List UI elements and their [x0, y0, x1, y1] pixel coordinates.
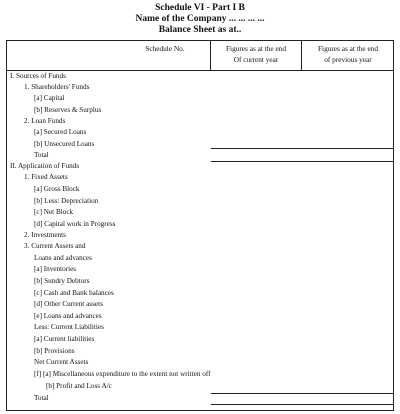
schedule-title: Schedule VI - Part I B: [155, 3, 245, 13]
column-header-previous: Figures as at the end: [318, 44, 378, 53]
column-header-current: Figures as at the end: [226, 44, 286, 53]
column-header-previous-sub: of previous year: [324, 55, 372, 64]
balance-sheet-title: Balance Sheet as at..: [158, 25, 242, 35]
row-sources-of-funds: I. Sources of Funds: [10, 72, 66, 80]
row-fixed-assets: 1. Fixed Assets: [24, 173, 68, 181]
grand-total-rule-top: [211, 393, 394, 394]
column-header-schedule: Schedule No.: [145, 44, 185, 53]
row-less-current-liabilities: Less: Current Liabilities: [34, 323, 104, 331]
row-net-current-assets: Net Current Assets: [34, 358, 89, 366]
row-unsecured-loans: [b] Unsecured Loans: [34, 140, 95, 148]
row-inventories: [a] Inventories: [34, 265, 77, 273]
row-loan-funds: 2. Loan Funds: [24, 117, 66, 125]
row-capital-wip: [d] Capital work in Progress: [34, 220, 116, 228]
row-secured-loans: [a] Secured Loans: [34, 128, 87, 136]
row-total-application: Total: [34, 394, 49, 402]
company-name-line: Name of the Company ... ... ... ...: [135, 14, 265, 24]
grand-total-rule-bottom: [211, 404, 394, 405]
row-sundry-debtors: [b] Sundry Debtors: [34, 277, 90, 285]
row-loans-advances-heading: Loans and advances: [34, 254, 92, 262]
row-provisions: [b] Provisions: [34, 347, 75, 355]
row-cash-bank: [c] Cash and Bank balances: [34, 289, 114, 297]
row-shareholders-funds: 1. Shareholders' Funds: [24, 83, 90, 91]
row-application-of-funds: II. Application of Funds: [10, 162, 80, 170]
row-less-depreciation: [b] Less: Depreciation: [34, 197, 99, 205]
row-profit-loss: [b] Profit and Loss A/c: [46, 382, 112, 390]
row-capital: [a] Capital: [34, 94, 65, 102]
total-rule-top: [211, 148, 394, 149]
row-total-sources: Total: [34, 151, 49, 159]
row-other-current-assets: [d] Other Current assets: [34, 300, 103, 308]
row-misc-expenditure: [f] [a] Miscellaneous expenditure to the extent not written off: [34, 370, 211, 378]
column-header-current-sub: Of current year: [233, 55, 279, 64]
row-current-liabilities: [a] Current liabilities: [34, 335, 95, 343]
row-gross-block: [a] Gross Block: [34, 185, 80, 193]
total-rule-bottom: [211, 161, 394, 162]
row-net-block: [c] Net Block: [34, 208, 74, 216]
row-investments: 2. Investments: [24, 231, 66, 239]
row-reserves-surplus: [b] Reserves & Surplus: [34, 106, 102, 114]
row-loans-advances: [e] Loans and advances: [34, 312, 102, 320]
row-current-assets: 3. Current Assets and: [24, 242, 86, 250]
